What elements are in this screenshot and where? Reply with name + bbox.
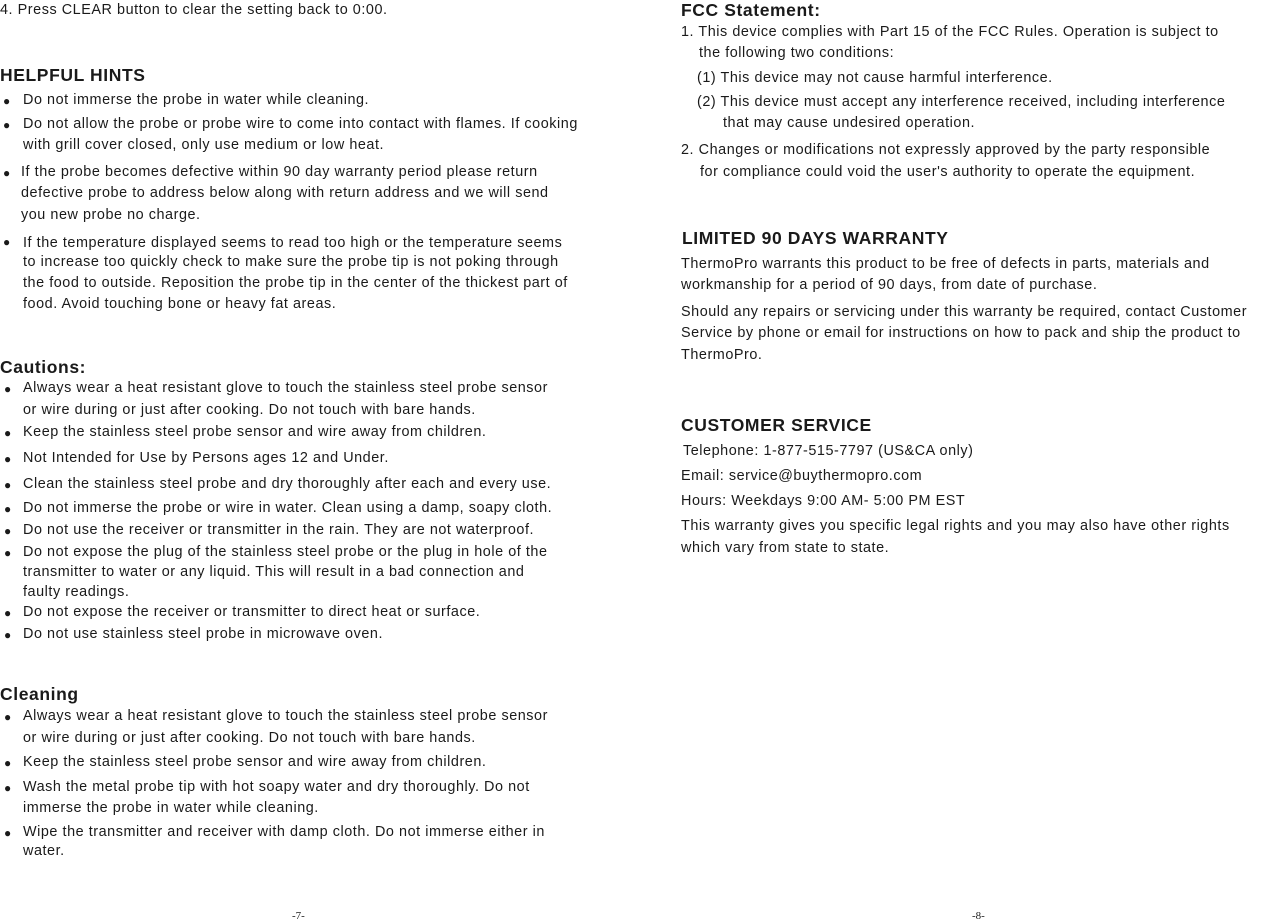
bullet-icon: ● (4, 502, 12, 516)
hint-line: Do not immerse the probe in water while cleaning. (23, 92, 370, 108)
bullet-icon: ● (4, 826, 12, 840)
warranty-line: workmanship for a period of 90 days, from date of purchase. (681, 277, 1098, 293)
cleaning-line: water. (23, 843, 65, 859)
rights-line: This warranty gives you specific legal rights and you may also have other rights (681, 518, 1230, 534)
bullet-icon: ● (4, 781, 12, 795)
bullet-icon: ● (3, 118, 11, 132)
hint-line: to increase too quickly check to make sure the probe tip is not poking through (23, 254, 559, 270)
hours: Hours: Weekdays 9:00 AM- 5:00 PM EST (681, 493, 966, 509)
hint-line: with grill cover closed, only use medium or low heat. (23, 137, 385, 153)
fcc-line: the following two conditions: (699, 45, 895, 61)
bullet-icon: ● (4, 710, 12, 724)
cleaning-line: Wipe the transmitter and receiver with damp cloth. Do not immerse either in (23, 824, 545, 840)
cleaning-line: Always wear a heat resistant glove to touch the stainless steel probe sensor (23, 708, 548, 724)
hint-line: If the temperature displayed seems to read too high or the temperature seems (23, 235, 563, 251)
hint-line: you new probe no charge. (21, 207, 201, 223)
caution-line: faulty readings. (23, 584, 130, 600)
bullet-icon: ● (3, 94, 11, 108)
email: Email: service@buythermopro.com (681, 468, 923, 484)
hint-line: food. Avoid touching bone or heavy fat areas. (23, 296, 337, 312)
hint-line: If the probe becomes defective within 90 day warranty period please return (21, 164, 538, 180)
caution-line: Not Intended for Use by Persons ages 12 and Under. (23, 450, 389, 466)
caution-line: Always wear a heat resistant glove to touch the stainless steel probe sensor (23, 380, 548, 396)
bullet-icon: ● (3, 235, 11, 249)
cleaning-line: Wash the metal probe tip with hot soapy water and dry thoroughly. Do not (23, 779, 530, 795)
bullet-icon: ● (4, 546, 12, 560)
warranty-line: ThermoPro warrants this product to be free of defects in parts, materials and (681, 256, 1210, 272)
caution-line: Do not expose the receiver or transmitter to direct heat or surface. (23, 604, 481, 620)
fcc-line: 2. Changes or modifications not expressly approved by the party responsible (681, 142, 1211, 158)
fcc-line: for compliance could void the user's authority to operate the equipment. (700, 164, 1196, 180)
helpful-hints-heading: HELPFUL HINTS (0, 65, 146, 85)
cleaning-heading: Cleaning (0, 684, 79, 704)
fcc-line: that may cause undesired operation. (723, 115, 976, 131)
warranty-line: Service by phone or email for instructions on how to pack and ship the product to (681, 325, 1241, 341)
bullet-icon: ● (4, 426, 12, 440)
warranty-line: Should any repairs or servicing under this warranty be required, contact Customer (681, 304, 1248, 320)
intro-line: 4. Press CLEAR button to clear the setting back to 0:00. (0, 2, 388, 18)
bullet-icon: ● (4, 606, 12, 620)
caution-line: transmitter to water or any liquid. This will result in a bad connection and (23, 564, 525, 580)
telephone: Telephone: 1-877-515-7797 (US&CA only) (683, 443, 974, 459)
fcc-line: (2) This device must accept any interference received, including interference (697, 94, 1226, 110)
caution-line: Do not use stainless steel probe in microwave oven. (23, 626, 384, 642)
bullet-icon: ● (4, 628, 12, 642)
rights-line: which vary from state to state. (681, 540, 890, 556)
caution-line: Do not use the receiver or transmitter in the rain. They are not waterproof. (23, 522, 535, 538)
cleaning-line: immerse the probe in water while cleaning. (23, 800, 319, 816)
caution-line: Keep the stainless steel probe sensor and wire away from children. (23, 424, 487, 440)
caution-line: or wire during or just after cooking. Do not touch with bare hands. (23, 402, 476, 418)
hint-line: the food to outside. Reposition the probe tip in the center of the thickest part of (23, 275, 568, 291)
fcc-line: (1) This device may not cause harmful interference. (697, 70, 1053, 86)
page-number-left: -7- (292, 910, 305, 922)
hint-line: defective probe to address below along with return address and we will send (21, 185, 549, 201)
bullet-icon: ● (4, 452, 12, 466)
bullet-icon: ● (4, 756, 12, 770)
bullet-icon: ● (4, 382, 12, 396)
fcc-line: 1. This device complies with Part 15 of the FCC Rules. Operation is subject to (681, 24, 1219, 40)
customer-service-heading: CUSTOMER SERVICE (681, 415, 872, 435)
page-number-right: -8- (972, 910, 985, 922)
hint-line: Do not allow the probe or probe wire to come into contact with flames. If cooking (23, 116, 578, 132)
bullet-icon: ● (4, 524, 12, 538)
caution-line: Do not expose the plug of the stainless steel probe or the plug in hole of the (23, 544, 548, 560)
bullet-icon: ● (3, 166, 11, 180)
cleaning-line: Keep the stainless steel probe sensor and wire away from children. (23, 754, 487, 770)
caution-line: Do not immerse the probe or wire in water. Clean using a damp, soapy cloth. (23, 500, 553, 516)
fcc-heading: FCC Statement: (681, 0, 821, 20)
warranty-heading: LIMITED 90 DAYS WARRANTY (682, 228, 949, 248)
warranty-line: ThermoPro. (681, 347, 763, 363)
caution-line: Clean the stainless steel probe and dry thoroughly after each and every use. (23, 476, 552, 492)
cleaning-line: or wire during or just after cooking. Do not touch with bare hands. (23, 730, 476, 746)
bullet-icon: ● (4, 478, 12, 492)
cautions-heading: Cautions: (0, 357, 87, 377)
